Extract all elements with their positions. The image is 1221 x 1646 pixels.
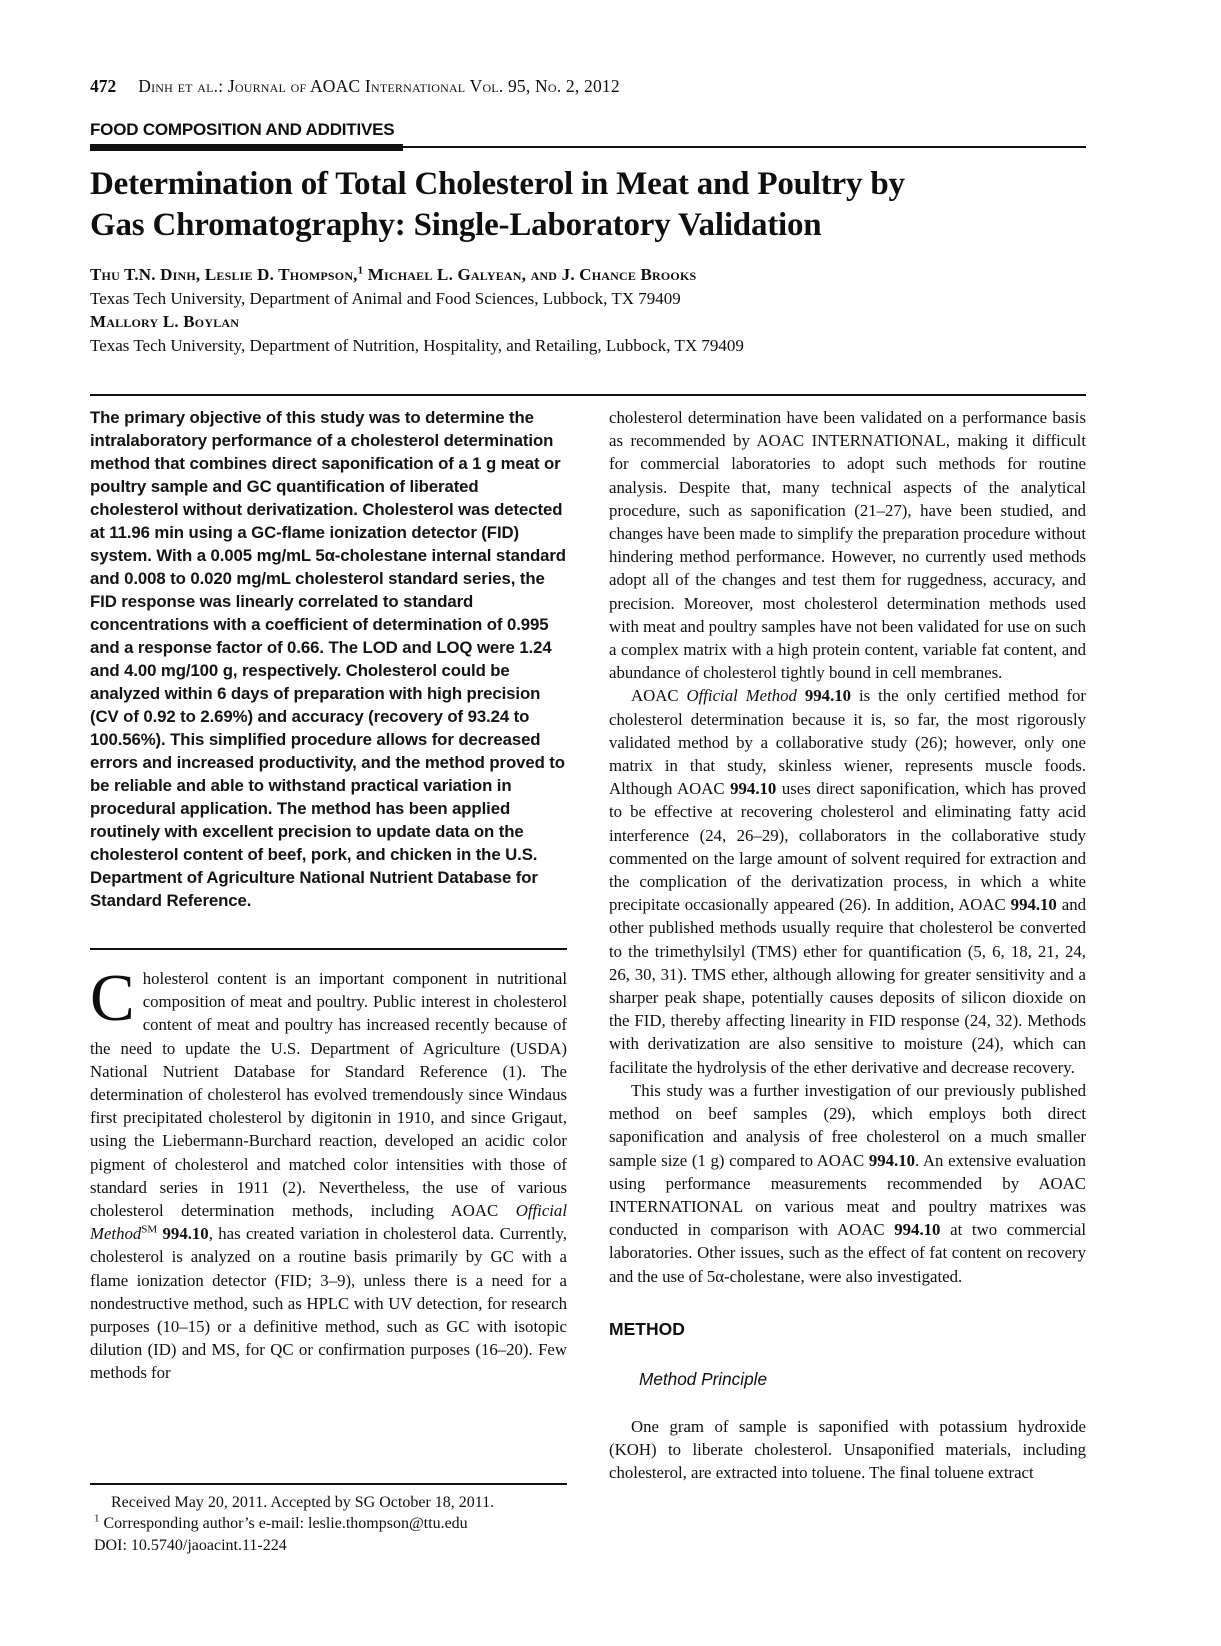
footnote-corresponding-email: $^1$ Corresponding author’s e-mail: leslie.thompson@ttu.edu — [94, 1512, 468, 1532]
body-paragraph-3: This study was a further investigation of our previously published method on beef samples (29), which employs both direct saponification and analysis of free cholesterol on a much smaller sample size (1 g) compared to AOAC 994.10. An extensive evaluation using performance measurements recommended by AOAC INTERNATIONAL on various meat and poultry matrixes was conducted in comparison with AOAC 994.10 at two commercial laboratories. Other issues, such as the effect of fat content on recovery and the use of 5α-cholestane, were also investigated. — [609, 1080, 1086, 1286]
footnote-doi: DOI: 10.5740/jaoacint.11-224 — [94, 1536, 287, 1554]
abstract-divider-rule — [90, 948, 567, 950]
left-column — [90, 406, 567, 1556]
method-paragraph: One gram of sample is saponified with potassium hydroxide (KOH) to liberate cholesterol. Unsaponified materials, including cholesterol, are extracted into toluene. The final toluene extract — [609, 1416, 1086, 1483]
right-column — [609, 406, 1086, 1646]
intro-paragraph-text: holesterol content is an important component in nutritional composition of meat and poultry. Public interest in cholesterol content of meat and poultry has increased recently because of the need to update the U.S. Department of Agriculture (USDA) National Nutrient Database for Standard Reference (1). The determination of cholesterol has evolved tremendously since Windaus first precipitated cholesterol by digitonin in 1910, and since Grigaut, using the Liebermann-Burchard reaction, developed an acidic color pigment of cholesterol and matched color intensities with those of standard series in 1911 (2). Nevertheless, the use of various cholesterol determination methods, including AOAC Official Method℠ 994.10, has created variation in cholesterol data. Currently, cholesterol is analyzed on a routine basis primarily by GC with a flame ionization detector (FID; 3–9), unless there is a need for a nondestructive method, such as HPLC with UV detection, for research purposes (10–15) or a definitive method, such as GC with isotopic dilution (ID) and MS, for QC or confirmation purposes (16–20). Few methods for — [90, 969, 567, 1383]
footnote-block — [90, 1483, 567, 1557]
journal-page — [90, 0, 1086, 1646]
section-rule-thick — [90, 144, 403, 151]
page-number: 472 — [90, 76, 117, 96]
two-column-body — [90, 406, 1086, 1646]
body-paragraph-2: AOAC Official Method 994.10 is the only certified method for cholesterol determination because it is, so far, the most rigorously validated method by a collaborative study (26); however, only one matrix in that study, skinless wiener, represents muscle foods. Although AOAC 994.10 uses direct saponification, which has proved to be effective at recovering cholesterol and eliminating fatty acid interference (24, 26–29), collaborators in the collaborative study commented on the large amount of solvent required for extraction and the complication of the derivatization process, in which a white precipitate occasionally appeared (26). In addition, AOAC 994.10 and other published methods usually require that cholesterol be converted to the trimethylsilyl (TMS) ether for quantification (5, 6, 18, 21, 24, 26, 30, 31). TMS ether, although allowing for greater sensitivity and a sharper peak shape, potentially causes deposits of silicon dioxide on the FID, thereby affecting linearity in FID response (24, 32). Methods with derivatization are also sensitive to moisture (24), which can facilitate the hydrolysis of the ether derivative and decrease recovery. — [609, 686, 1086, 1077]
header-divider-rule — [90, 394, 1086, 396]
affiliation-1: Texas Tech University, Department of Animal and Food Sciences, Lubbock, TX 79409 — [90, 288, 681, 308]
abstract-paragraph: The primary objective of this study was to determine the intralaboratory performance of a cholesterol determination method that combines direct saponification of a 1 g meat or poultry sample and GC quantification of liberated cholesterol without derivatization. Cholesterol was detected at 11.96 min using a GC-flame ionization detector (FID) system. With a 0.005 mg/mL 5α-cholestane internal standard and 0.008 to 0.020 mg/mL cholesterol standard series, the FID response was linearly correlated to standard concentrations with a coefficient of determination of 0.995 and a response factor of 0.66. The LOD and LOQ were 1.24 and 4.00 mg/100 g, respectively. Cholesterol could be analyzed within 6 days of preparation with high precision (CV of 0.92 to 2.69%) and accuracy (recovery of 93.24 to 100.56%). This simplified procedure allows for decreased errors and increased productivity, and the method proved to be reliable and able to withstand practical variation in procedural application. The method has been applied routinely with excellent precision to update data on the cholesterol content of beef, pork, and chicken in the U.S. Department of Agriculture National Nutrient Database for Standard Reference. — [90, 408, 566, 910]
footnote — [90, 1492, 567, 1557]
method-principle-subheading: Method Principle — [639, 1368, 768, 1389]
section-label: FOOD COMPOSITION AND ADDITIVES — [90, 120, 395, 139]
section-rule-thin — [403, 146, 1086, 148]
section-rule — [90, 144, 1086, 151]
intro-dropcap: C — [90, 961, 135, 1035]
article-title-line1: Determination of Total Cholesterol in Meat and Poultry by — [90, 166, 905, 202]
authors-line-1: Thu T.N. Dinh, Leslie D. Thompson,$^1$ Michael L. Galyean, and J. Chance Brooks — [90, 264, 697, 284]
article-title — [90, 164, 1086, 246]
authors-line-2: Mallory L. Boylan — [90, 312, 240, 331]
body-paragraph-1: cholesterol determination have been validated on a performance basis as recommended by AOAC INTERNATIONAL, making it difficult for commercial laboratories to adopt such methods for routine analysis. Despite that, many technical aspects of the analytical procedure, such as saponification (21–27), have been studied, and changes have been made to simplify the preparation procedure without hindering method performance. However, no currently used methods adopt all of the changes and test them for ruggedness, accuracy, and precision. Moreover, most cholesterol determination methods used with meat and poultry samples have not been validated for use on such a complex matrix with a high protein content, variable fat content, and abundance of cholesterol tightly bound in cell membranes. — [609, 408, 1086, 683]
footnote-divider-rule — [90, 1483, 567, 1485]
method-section-heading: METHOD — [609, 1318, 685, 1339]
article-title-line2: Gas Chromatography: Single-Laboratory Validation — [90, 207, 822, 243]
byline — [90, 263, 1086, 357]
affiliation-2: Texas Tech University, Department of Nutrition, Hospitality, and Retailing, Lubbock, TX 79409 — [90, 335, 744, 355]
footnote-received: Received May 20, 2011. Accepted by SG October 18, 2011. — [111, 1493, 495, 1511]
intro-paragraph — [90, 961, 567, 1385]
running-head — [90, 0, 1086, 97]
running-title: Dinh et al.: Journal of AOAC International Vol. 95, No. 2, 2012 — [138, 76, 620, 96]
